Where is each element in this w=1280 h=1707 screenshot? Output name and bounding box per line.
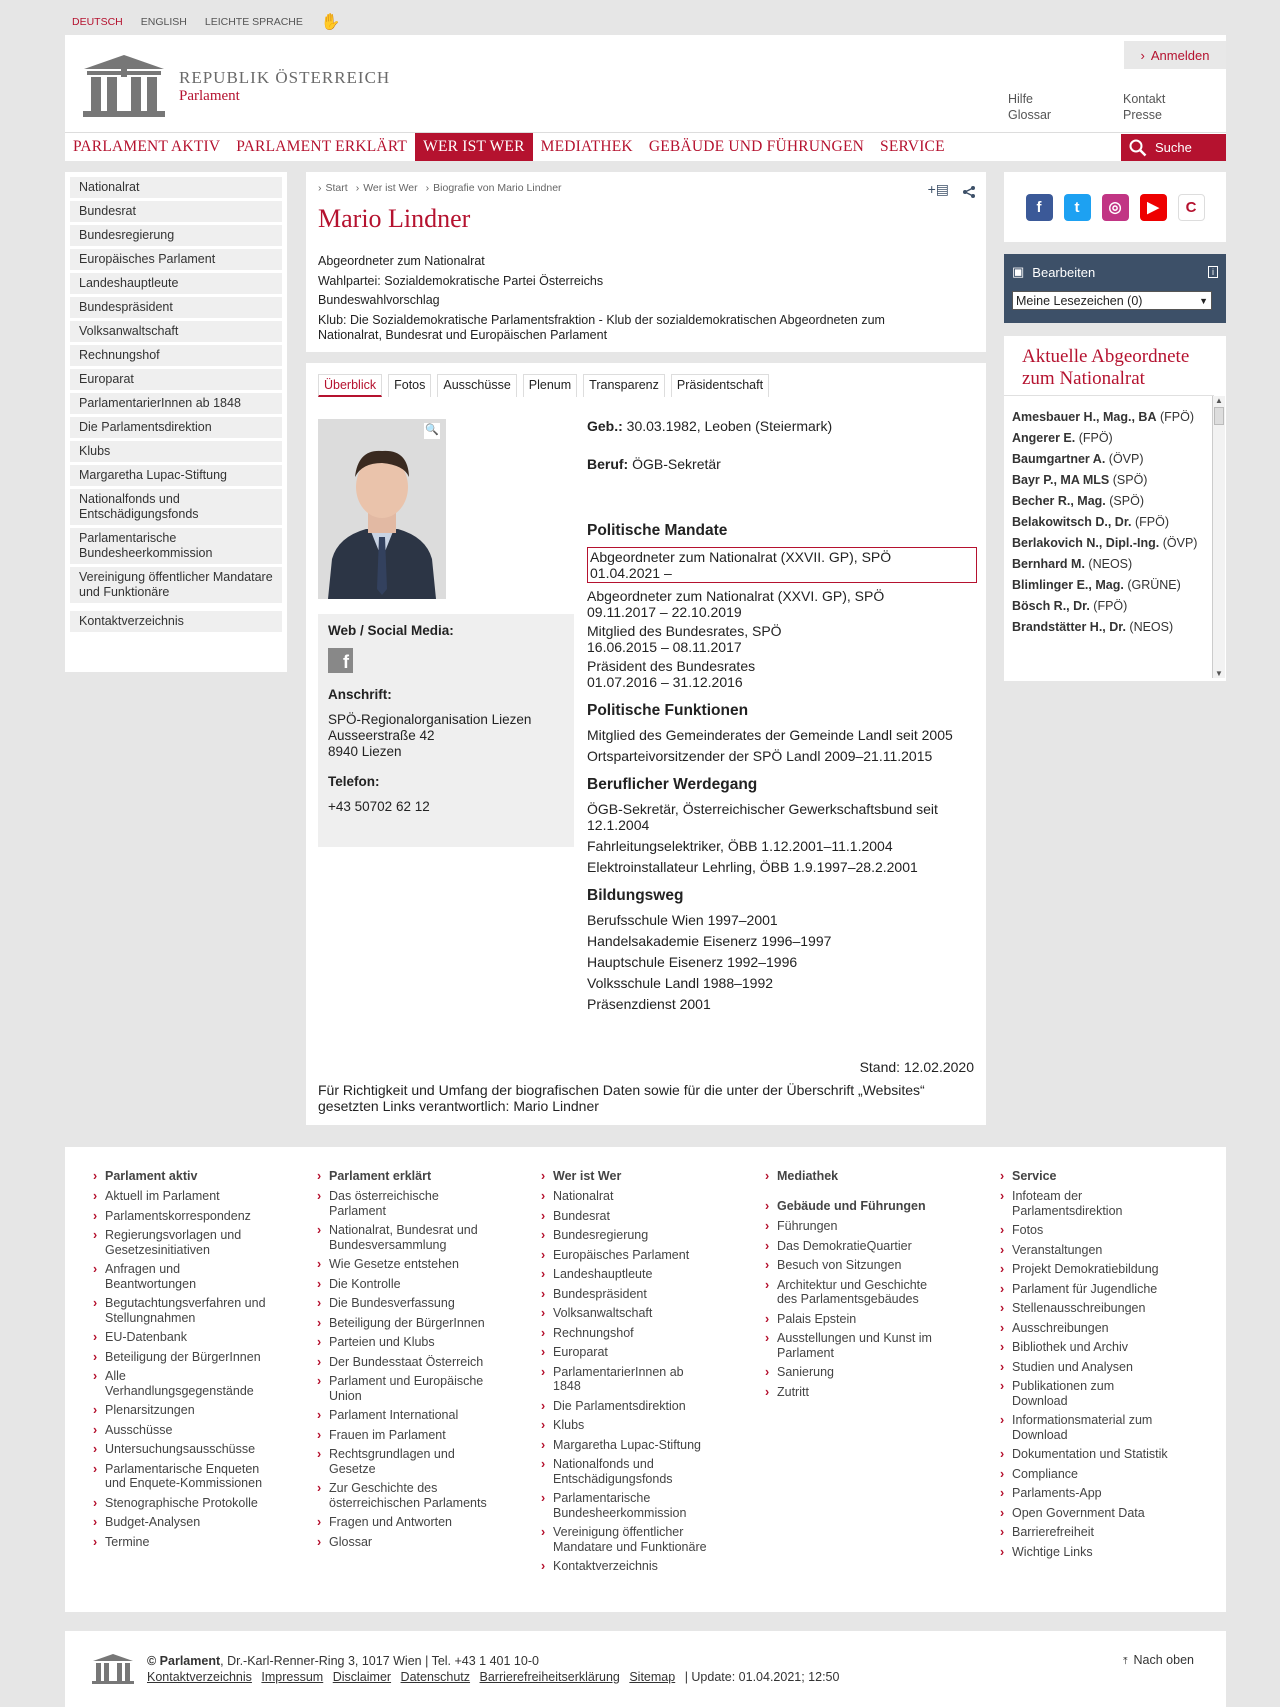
parliament-building-icon [79, 53, 169, 119]
facebook-icon[interactable]: f [1026, 194, 1053, 221]
back-to-top-button[interactable] [1123, 1653, 1194, 1667]
function-item: Mitglied des Gemeinderates der Gemeinde Landl seit 2005 [587, 727, 953, 743]
nav-service[interactable]: SERVICE [880, 138, 945, 155]
tab-committees[interactable]: Ausschüsse [437, 374, 516, 397]
member-name: Amesbauer H., Mag., BA [1012, 410, 1157, 424]
footer-link[interactable]: › Ausschreibungen [1000, 1321, 1200, 1336]
footer-link[interactable]: › Sanierung [765, 1365, 965, 1380]
footer-address: , Dr.-Karl-Renner-Ring 3, 1017 Wien | Tel. +43 1 401 10-0 [220, 1654, 539, 1668]
contact-links [1123, 91, 1165, 123]
sidebar-item[interactable]: ParlamentarierInnen ab 1848 [70, 393, 282, 414]
member-party: (FPÖ) [1078, 431, 1113, 445]
sidebar-nav [65, 172, 287, 672]
footer-link[interactable]: › Parlament und Europäische Union [317, 1374, 497, 1403]
section-title: Bildungsweg [587, 887, 684, 904]
footer-link[interactable]: › Frauen im Parlament [317, 1428, 517, 1443]
member-name: Becher R., Mag. [1012, 494, 1106, 508]
footer-link[interactable]: › Open Government Data [1000, 1506, 1200, 1521]
footer-org: © Parlament [147, 1654, 221, 1668]
sidebar-item[interactable]: Europäisches Parlament [70, 249, 282, 270]
footer-link[interactable]: › Rechnungshof [541, 1326, 741, 1341]
member-party: (NEOS) [1088, 557, 1133, 571]
mandate-item: Abgeordneter zum Nationalrat (XXVII. GP), SPÖ 01.04.2021 – [587, 547, 977, 583]
footer-link[interactable]: › Parlaments-App [1000, 1486, 1200, 1501]
search-button[interactable] [1121, 134, 1226, 161]
member-name: Bernhard M. [1012, 557, 1085, 571]
footer-heading[interactable]: › Wer ist Wer [541, 1169, 741, 1183]
tab-presidency[interactable]: Präsidentschaft [671, 374, 769, 397]
portrait-photo[interactable] [318, 419, 446, 599]
detail-tabs [318, 374, 769, 397]
member-name: Baumgartner A. [1012, 452, 1106, 466]
youtube-icon[interactable]: ▶ [1140, 194, 1167, 221]
tab-overview[interactable]: Überblick [318, 374, 382, 397]
footer-link[interactable]: › Fotos [1000, 1223, 1200, 1238]
footer-link[interactable]: › Regierungsvorlagen und Gesetzesinitiativen [93, 1228, 263, 1257]
instagram-icon[interactable]: ◎ [1102, 194, 1129, 221]
member-name: Blimlinger E., Mag. [1012, 578, 1124, 592]
footer-link[interactable]: › Informationsmaterial zum Download [1000, 1413, 1170, 1442]
role-line: Abgeordneter zum Nationalrat [318, 254, 485, 268]
login-button[interactable] [1124, 41, 1226, 69]
career-item: Fahrleitungselektriker, ÖBB 1.12.2001–11.1.2004 [587, 838, 893, 854]
footer-heading[interactable]: › Service [1000, 1169, 1200, 1183]
share-icon[interactable] [962, 185, 976, 204]
footer-link[interactable]: › Klubs [541, 1418, 741, 1433]
member-name: Angerer E. [1012, 431, 1076, 445]
footer-link[interactable]: › Aktuell im Parlament [93, 1189, 293, 1204]
mandate-item: Präsident des Bundesrates 01.07.2016 – 31.12.2016 [587, 658, 756, 690]
footer-link[interactable]: › Wie Gesetze entstehen [317, 1257, 517, 1272]
footer-link[interactable]: › Ausschüsse [93, 1423, 293, 1438]
footer-heading[interactable]: › Mediathek [765, 1169, 965, 1183]
footer-info [147, 1653, 839, 1685]
footer-link[interactable]: › Parlament für Jugendliche [1000, 1282, 1200, 1297]
press-link[interactable]: Presse [1123, 108, 1162, 122]
footer-link[interactable]: › Der Bundesstaat Österreich [317, 1355, 517, 1370]
member-party: (ÖVP) [1162, 536, 1198, 550]
address-line: SPÖ-Regionalorganisation Liezen [328, 712, 532, 727]
education-item: Hauptschule Eisenerz 1992–1996 [587, 954, 798, 970]
logo-title: REPUBLIK ÖSTERREICH [179, 67, 391, 87]
footer-link[interactable]: › Fragen und Antworten [317, 1515, 517, 1530]
sidebar-item[interactable]: Landeshauptleute [70, 273, 282, 294]
member-item[interactable] [1012, 494, 1206, 508]
phone-label: Telefon: [328, 774, 380, 789]
nav-parlament-erklaert[interactable]: PARLAMENT ERKLÄRT [236, 138, 408, 155]
member-item[interactable] [1012, 431, 1206, 445]
stand-date: Stand: 12.02.2020 [859, 1059, 974, 1075]
address-label: Anschrift: [328, 687, 392, 702]
footer-link[interactable]: › Nationalfonds und Entschädigungsfonds [541, 1457, 691, 1486]
nav-wer-ist-wer[interactable]: WER IST WER [415, 133, 533, 161]
sidebar-item[interactable]: Rechnungshof [70, 345, 282, 366]
zoom-icon[interactable]: 🔍 [424, 423, 440, 439]
footer-link[interactable]: › Stellenausschreibungen [1000, 1301, 1200, 1316]
footer-link[interactable]: › Bundesregierung [541, 1228, 741, 1243]
footer-link[interactable]: › Anfragen und Beantwortungen [93, 1262, 223, 1291]
footer-link[interactable]: › Plenarsitzungen [93, 1403, 293, 1418]
role-line: Wahlpartei: Sozialdemokratische Partei Österreichs [318, 273, 604, 288]
parliament-logo[interactable] [79, 53, 390, 119]
scroll-down-icon[interactable]: ▼ [1215, 669, 1223, 678]
footer-link[interactable]: › Europäisches Parlament [541, 1248, 741, 1263]
site-header [65, 35, 1226, 132]
footer-bottom-link[interactable]: Datenschutz [400, 1670, 471, 1684]
education-item: Handelsakademie Eisenerz 1996–1997 [587, 933, 832, 949]
footer-link[interactable]: › Stenographische Protokolle [93, 1496, 293, 1511]
address [328, 712, 564, 760]
footer-link[interactable]: › Untersuchungsausschüsse [93, 1442, 293, 1457]
parliament-building-icon [91, 1653, 135, 1685]
address-line: Ausseerstraße 42 [328, 728, 435, 743]
breadcrumb [318, 182, 562, 194]
role-line: Klub: Die Sozialdemokratische Parlamentsfraktion - Klub der sozialdemokratischen Abgeordneten zum Nationalrat, Bundesrat und Europäischen Parlament [318, 312, 885, 342]
footer-link[interactable]: › Bundesrat [541, 1209, 741, 1224]
contact-link[interactable]: Kontakt [1123, 92, 1166, 106]
footer-link[interactable]: › Beteiligung der BürgerInnen [93, 1350, 293, 1365]
member-name: Brandstätter H., Dr. [1012, 620, 1126, 634]
footer-bottom-link[interactable]: Kontaktverzeichnis [147, 1670, 252, 1684]
footer-link[interactable]: › Die Kontrolle [317, 1277, 517, 1292]
member-party: (GRÜNE) [1127, 578, 1181, 592]
podcast-icon[interactable]: C [1178, 194, 1205, 221]
member-item[interactable] [1012, 515, 1206, 529]
language-switcher [72, 14, 341, 30]
footer-link[interactable]: › Vereinigung öffentlicher Mandatare und Funktionäre [541, 1525, 716, 1554]
member-item[interactable] [1012, 599, 1206, 613]
tab-photos[interactable]: Fotos [388, 374, 431, 397]
scroll-up-icon[interactable]: ▲ [1215, 396, 1223, 405]
footer-link[interactable]: › Beteiligung der BürgerInnen [317, 1316, 517, 1331]
footer-heading[interactable]: › Gebäude und Führungen [765, 1199, 965, 1213]
footer-link[interactable]: › Begutachtungsverfahren und Stellungnahmen [93, 1296, 273, 1325]
info-icon[interactable]: i [1208, 266, 1218, 278]
footer-link[interactable]: › Parteien und Klubs [317, 1335, 517, 1350]
contact-box [318, 614, 574, 847]
nav-mediathek[interactable]: MEDIATHEK [540, 138, 633, 155]
lang-de[interactable]: DEUTSCH [72, 16, 123, 28]
nav-gebaeude[interactable]: GEBÄUDE UND FÜHRUNGEN [648, 138, 865, 155]
footer-link[interactable]: › Bibliothek und Archiv [1000, 1340, 1200, 1355]
footer-link[interactable]: › Das DemokratieQuartier [765, 1239, 965, 1254]
tab-plenum[interactable]: Plenum [523, 374, 577, 397]
twitter-icon[interactable]: t [1064, 194, 1091, 221]
members-list [1004, 395, 1214, 677]
member-party: (SPÖ) [1112, 473, 1148, 487]
arrow-up-icon: ⤒ [1123, 1656, 1128, 1667]
bookmark-icon: ▣ [1012, 264, 1025, 279]
footer-col-wer-ist-wer [541, 1169, 741, 1579]
help-link[interactable]: Hilfe [1008, 92, 1034, 106]
footer-link[interactable]: › Nationalrat [541, 1189, 741, 1204]
function-item: Ortsparteivorsitzender der SPÖ Landl 2009–21.11.2015 [587, 748, 933, 764]
footer-link[interactable]: › Parlamentarische Enqueten und Enquete-Kommissionen [93, 1462, 273, 1491]
footer-link[interactable]: › Besuch von Sitzungen [765, 1258, 965, 1273]
footer-link[interactable]: › Budget-Analysen [93, 1515, 293, 1530]
footer-col-aktiv [93, 1169, 293, 1554]
member-name: Bösch R., Dr. [1012, 599, 1090, 613]
mandate-item: Mitglied des Bundesrates, SPÖ 16.06.2015 – 08.11.2017 [587, 623, 782, 655]
bookmark-select[interactable] [1012, 291, 1212, 310]
member-item[interactable] [1012, 620, 1206, 634]
member-party: (FPÖ) [1093, 599, 1128, 613]
footer-link[interactable]: › Alle Verhandlungsgegenstände [93, 1369, 263, 1398]
edit-panel [1004, 254, 1226, 323]
member-name: Bayr P., MA MLS [1012, 473, 1110, 487]
role-line: Bundeswahlvorschlag [318, 293, 440, 307]
breadcrumb-item[interactable]: › Wer ist Wer [356, 182, 418, 194]
phone-number: +43 50702 62 12 [328, 799, 430, 814]
member-party: (SPÖ) [1109, 494, 1144, 508]
footer-bottom-link[interactable]: Sitemap [629, 1670, 676, 1684]
member-party: (FPÖ) [1159, 410, 1194, 424]
sidebar-item[interactable]: Vereinigung öffentlicher Mandatare und Funktionäre [70, 567, 282, 603]
footer-link[interactable]: › Das österreichische Parlament [317, 1189, 457, 1218]
chevron-right-icon: › [1140, 47, 1145, 63]
footer-bottom-link[interactable]: Impressum [261, 1670, 324, 1684]
job-info [587, 456, 977, 472]
address-line: 8940 Liezen [328, 744, 402, 759]
footer-link[interactable]: › Zutritt [765, 1385, 965, 1400]
person-name: Mario Lindner [318, 204, 471, 233]
member-party: (NEOS) [1129, 620, 1174, 634]
education-item: Volksschule Landl 1988–1992 [587, 975, 774, 991]
footer-link[interactable]: › Parlamentskorrespondenz [93, 1209, 293, 1224]
nav-parlament-aktiv[interactable]: PARLAMENT AKTIV [73, 138, 221, 155]
bio-facts [587, 418, 977, 1017]
bookmark-select-value: Meine Lesezeichen (0) [1016, 293, 1143, 308]
footer-link[interactable]: › Publikationen zum Download [1000, 1379, 1130, 1408]
footer-link[interactable]: › Palais Epstein [765, 1312, 965, 1327]
footer-link[interactable]: › Glossar [317, 1535, 517, 1550]
sidebar-item[interactable]: Kontaktverzeichnis [70, 611, 282, 632]
sidebar-item[interactable]: Klubs [70, 441, 282, 462]
footer-link[interactable]: › Bundespräsident [541, 1287, 741, 1302]
glossary-link[interactable]: Glossar [1008, 108, 1052, 122]
footer-link[interactable]: › Nationalrat, Bundesrat und Bundesversammlung [317, 1223, 487, 1252]
web-label: Web / Social Media: [328, 623, 454, 638]
login-label: Anmelden [1150, 47, 1210, 63]
section-title: Politische Funktionen [587, 702, 749, 719]
sidebar-item[interactable]: Nationalrat [70, 177, 282, 198]
members-panel-title: Aktuelle Abgeordnete zum Nationalrat [1022, 346, 1190, 389]
member-party: (FPÖ) [1134, 515, 1169, 529]
footer-bar [65, 1631, 1226, 1707]
breadcrumb-item[interactable]: › Start [318, 182, 348, 194]
portrait-image [318, 419, 446, 599]
footer-link[interactable]: › Wichtige Links [1000, 1545, 1200, 1560]
footer-link[interactable]: › Veranstaltungen [1000, 1243, 1200, 1258]
logo-subtitle: Parlament [179, 87, 240, 104]
social-links [1004, 172, 1226, 242]
footer-link[interactable]: › Infoteam der Parlamentsdirektion [1000, 1189, 1130, 1218]
member-party: (ÖVP) [1108, 452, 1144, 466]
facebook-icon[interactable]: f [328, 648, 353, 673]
footer-link[interactable]: › Dokumentation und Statistik [1000, 1447, 1200, 1462]
sidebar-item[interactable]: Parlamentarische Bundesheerkommission [70, 528, 282, 564]
main-nav [65, 132, 1226, 161]
career-item: ÖGB-Sekretär, Österreichischer Gewerkschaftsbund seit 12.1.2004 [587, 801, 938, 833]
footer-link[interactable]: › Termine [93, 1535, 293, 1550]
footer-link[interactable]: › Rechtsgrundlagen und Gesetze [317, 1447, 467, 1476]
footer-heading[interactable]: › Parlament erklärt [317, 1169, 517, 1183]
back-to-top-label: Nach oben [1133, 1653, 1194, 1667]
sidebar-item[interactable]: Europarat [70, 369, 282, 390]
person-header [306, 172, 986, 352]
member-item[interactable] [1012, 410, 1206, 424]
sidebar-item[interactable]: Nationalfonds und Entschädigungsfonds [70, 489, 282, 525]
footer-col-mediathek [765, 1169, 965, 1404]
footer-link[interactable]: › Studien und Analysen [1000, 1360, 1200, 1375]
footer-col-service [1000, 1169, 1200, 1564]
section-title: Beruflicher Werdegang [587, 776, 758, 793]
person-roles [318, 252, 948, 344]
footer-link[interactable]: › ParlamentarierInnen ab 1848 [541, 1365, 691, 1394]
sidebar-item[interactable]: Margaretha Lupac-Stiftung [70, 465, 282, 486]
footer-link[interactable]: › Ausstellungen und Kunst im Parlament [765, 1331, 945, 1360]
member-item[interactable] [1012, 536, 1206, 550]
search-icon [1129, 139, 1147, 157]
job-value: ÖGB-Sekretär [632, 456, 721, 472]
footer-link[interactable]: › Margaretha Lupac-Stiftung [541, 1438, 741, 1453]
footer-link[interactable]: › Kontaktverzeichnis [541, 1559, 741, 1574]
footer-link[interactable]: › Volksanwaltschaft [541, 1306, 741, 1321]
member-item[interactable] [1012, 452, 1206, 466]
footer-link[interactable]: › Projekt Demokratiebildung [1000, 1262, 1200, 1277]
sign-language-icon[interactable]: ✋ [320, 14, 341, 31]
footer-link[interactable]: › Europarat [541, 1345, 741, 1360]
edit-title: Bearbeiten [1032, 264, 1096, 280]
footer-link[interactable]: › Die Parlamentsdirektion [541, 1399, 741, 1414]
mandate-item: Abgeordneter zum Nationalrat (XXVI. GP), SPÖ 09.11.2017 – 22.10.2019 [587, 588, 885, 620]
sidebar-item[interactable]: Bundesrat [70, 201, 282, 222]
breadcrumb-item: › Biografie von Mario Lindner [426, 182, 562, 194]
lang-easy[interactable]: LEICHTE SPRACHE [204, 16, 303, 28]
footer-link[interactable]: › Landeshauptleute [541, 1267, 741, 1282]
footer-bottom-link[interactable]: Disclaimer [332, 1670, 392, 1684]
member-item[interactable] [1012, 473, 1206, 487]
current-members-panel [1004, 336, 1226, 681]
members-scrollbar[interactable] [1212, 396, 1225, 678]
education-item: Berufsschule Wien 1997–2001 [587, 912, 778, 928]
footer-col-erklaert [317, 1169, 517, 1554]
chevron-down-icon: ▼ [1199, 295, 1208, 306]
member-name: Belakowitsch D., Dr. [1012, 515, 1132, 529]
career-item: Elektroinstallateur Lehrling, ÖBB 1.9.1997–28.2.2001 [587, 859, 918, 875]
member-item[interactable] [1012, 578, 1206, 592]
footer-link[interactable]: › EU-Datenbank [93, 1330, 293, 1345]
search-label: Suche [1155, 140, 1192, 155]
person-detail [306, 363, 986, 1125]
footer-link[interactable]: › Parlament International [317, 1408, 517, 1423]
member-item[interactable] [1012, 557, 1206, 571]
footer-link[interactable]: › Parlamentarische Bundesheerkommission [541, 1491, 691, 1520]
birth-value: 30.03.1982, Leoben (Steiermark) [626, 418, 833, 434]
add-bookmark-icon[interactable]: +▤ [927, 181, 949, 197]
site-footer [65, 1147, 1226, 1612]
footer-link[interactable]: › Compliance [1000, 1467, 1200, 1482]
update-info: | Update: 01.04.2021; 12:50 [684, 1670, 840, 1684]
footer-link[interactable]: › Architektur und Geschichte des Parlamentsgebäudes [765, 1278, 935, 1307]
help-links [1008, 91, 1051, 123]
sidebar-item[interactable]: Die Parlamentsdirektion [70, 417, 282, 438]
footer-link[interactable]: › Barrierefreiheit [1000, 1525, 1200, 1540]
tab-transparency[interactable]: Transparenz [583, 374, 665, 397]
member-name: Berlakovich N., Dipl.-Ing. [1012, 536, 1160, 550]
job-label: Beruf: [587, 456, 629, 472]
birth-info [587, 418, 977, 434]
education-item: Präsenzdienst 2001 [587, 996, 711, 1012]
section-title: Politische Mandate [587, 522, 728, 539]
disclaimer-text: Für Richtigkeit und Umfang der biografischen Daten sowie für die unter der Überschrift „Websites“ gesetzten Links verantwortlich: Mario Lindner [318, 1082, 925, 1114]
footer-bottom-link[interactable]: Barrierefreiheitserklärung [479, 1670, 620, 1684]
sidebar-item[interactable]: Bundespräsident [70, 297, 282, 318]
sidebar-item[interactable]: Bundesregierung [70, 225, 282, 246]
footer-link[interactable]: › Die Bundesverfassung [317, 1296, 517, 1311]
footer-link[interactable]: › Führungen [765, 1219, 965, 1234]
lang-en[interactable]: ENGLISH [140, 16, 187, 28]
footer-link[interactable]: › Zur Geschichte des österreichischen Parlaments [317, 1481, 507, 1510]
scroll-thumb[interactable] [1214, 407, 1224, 425]
sidebar-item[interactable]: Volksanwaltschaft [70, 321, 282, 342]
birth-label: Geb.: [587, 418, 623, 434]
footer-heading[interactable]: › Parlament aktiv [93, 1169, 293, 1183]
